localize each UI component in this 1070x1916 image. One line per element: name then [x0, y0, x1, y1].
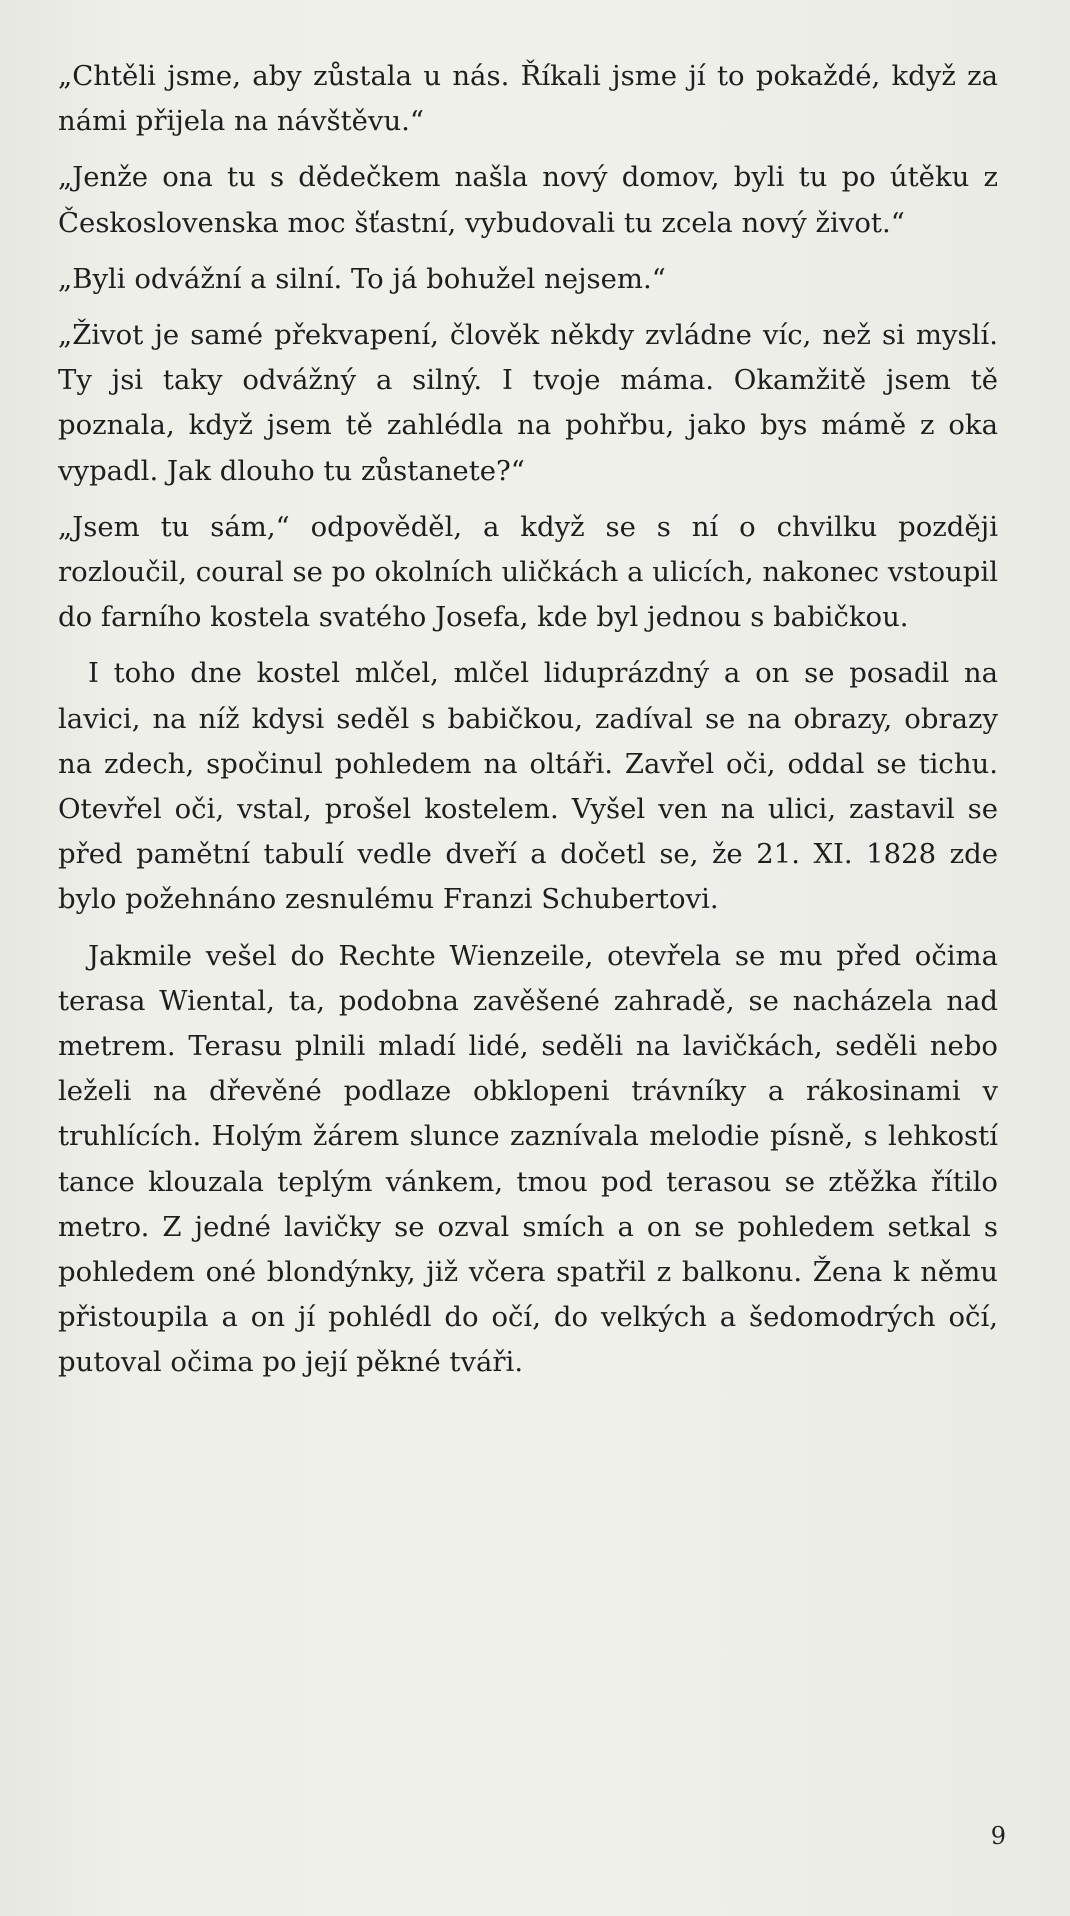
paragraph: „Byli odvážní a silní. To já bohužel nejsem.“	[58, 262, 666, 295]
paragraph: Jakmile vešel do Rechte Wienzeile, otevřela se mu před očima terasa Wiental, ta, podobna zavěšené zahradě, se nacházela nad metrem. Terasu plnili mladí lidé, seděli na lavičkách, seděli nebo leželi na dřevěné podlaze obklopeni trávníky a rákosinami v truhlících. Holým žárem slunce zaznívala melodie písně, s lehkostí tance klouzala teplým vánkem, tmou pod terasou se ztěžka řítilo metro. Z jedné lavičky se ozval smích a on se pohledem setkal s pohledem oné blondýnky, již včera spatřil z balkonu. Žena k němu přistoupila a on jí pohlédl do očí, do velkých a šedomodrých očí, putoval očima po její pěkné tváři.	[58, 939, 998, 1379]
page-number: 9	[990, 1822, 1006, 1850]
paragraph: „Život je samé překvapení, člověk někdy zvládne víc, než si myslí. Ty jsi taky odvážný a silný. I tvoje máma. Okamžitě jsem tě poznala, když jsem tě zahlédla na pohřbu, jako bys mámě z oka vypadl. Jak dlouho tu zůstanete?“	[58, 319, 998, 487]
body-text	[58, 54, 998, 1397]
paragraph: „Jenže ona tu s dědečkem našla nový domov, byli tu po útěku z Československa moc šťastní, vybudovali tu zcela nový život.“	[58, 161, 998, 239]
paragraph: „Chtěli jsme, aby zůstala u nás. Říkali jsme jí to pokaždé, když za námi přijela na návštěvu.“	[58, 60, 998, 138]
paragraph: I toho dne kostel mlčel, mlčel liduprázdný a on se posadil na lavici, na níž kdysi seděl s babičkou, zadíval se na obrazy, obrazy na zdech, spočinul pohledem na oltáři. Zavřel oči, oddal se tichu. Otevřel oči, vstal, prošel kostelem. Vyšel ven na ulici, zastavil se před pamětní tabulí vedle dveří a dočetl se, že 21. XI. 1828 zde bylo požehnáno zesnulému Franzi Schubertovi.	[58, 657, 998, 916]
paragraph: „Jsem tu sám,“ odpověděl, a když se s ní o chvilku později rozloučil, coural se po okolních uličkách a ulicích, nakonec vstoupil do farního kostela svatého Josefa, kde byl jednou s babičkou.	[58, 510, 998, 634]
